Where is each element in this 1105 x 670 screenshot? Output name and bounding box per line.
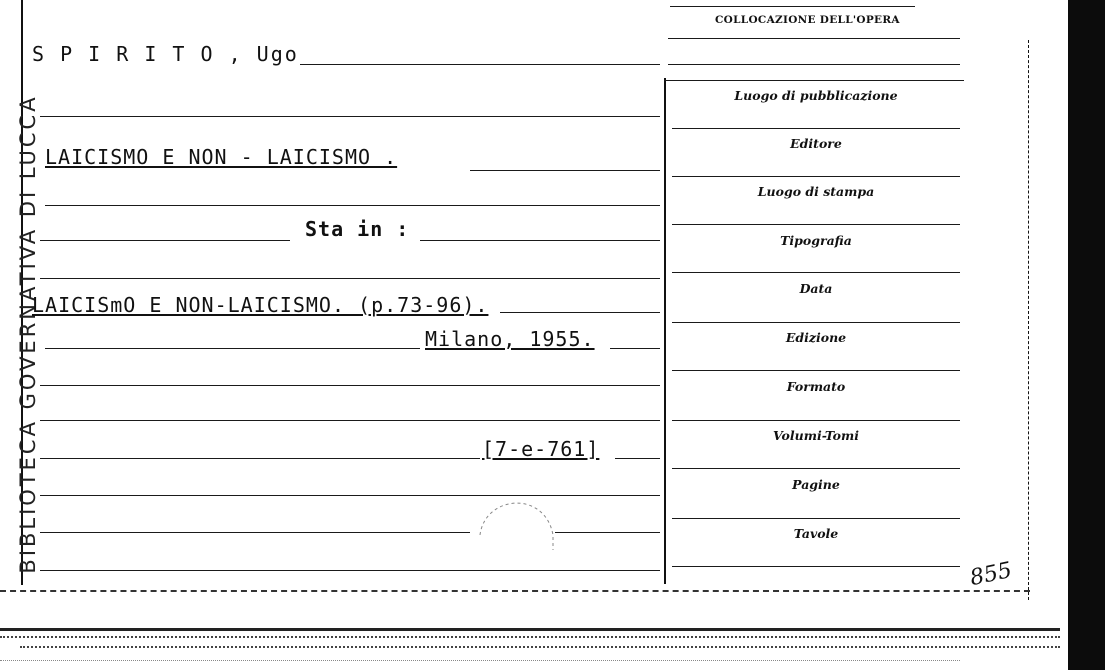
scan-right-edge	[1068, 0, 1105, 670]
title-line: LAICISMO E NON - LAICISMO .	[45, 145, 398, 169]
scan-noise	[20, 646, 1060, 648]
field-rule	[672, 224, 960, 225]
fields-box-left	[664, 78, 666, 584]
source-line: LAICISmO E NON-LAICISMO. (p.73-96).	[32, 293, 489, 317]
scan-noise	[0, 636, 1060, 638]
ruled-line	[40, 240, 290, 241]
ruled-line	[615, 458, 660, 459]
field-rule	[672, 420, 960, 421]
ruled-line	[45, 348, 420, 349]
field-volumi-tomi: Volumi-Tomi	[773, 428, 859, 443]
field-luogo-stampa: Luogo di stampa	[757, 184, 875, 199]
field-pagine: Pagine	[792, 477, 840, 492]
date-code: [7-e-761]	[482, 437, 600, 461]
ruled-line	[40, 420, 660, 421]
handwritten-number: 855	[967, 557, 1015, 592]
ruled-line	[45, 205, 660, 206]
field-rule	[672, 566, 960, 567]
punch-hole-mark	[465, 490, 575, 570]
field-data: Data	[799, 281, 833, 296]
field-rule	[672, 272, 960, 273]
ruled-line	[610, 348, 660, 349]
ruled-line	[40, 458, 480, 459]
field-editore: Editore	[790, 136, 842, 151]
field-tipografia: Tipografia	[780, 233, 852, 248]
fields-top-rule	[668, 38, 960, 39]
stain-label: Sta in :	[305, 217, 410, 241]
field-tavole: Tavole	[793, 526, 839, 541]
ruled-line	[40, 532, 470, 533]
place-year-line: Milano, 1955.	[425, 327, 595, 351]
field-luogo-pubblicazione: Luogo di pubblicazione	[734, 88, 898, 103]
fields-top-rule	[668, 64, 960, 65]
ruled-line	[40, 385, 660, 386]
scan-noise	[0, 628, 1060, 631]
ruled-line	[300, 64, 660, 65]
header-rule	[670, 6, 915, 7]
scan-noise	[0, 660, 960, 661]
ruled-line	[470, 170, 660, 171]
field-rule	[672, 322, 960, 323]
field-edizione: Edizione	[785, 330, 847, 345]
ruled-line	[420, 240, 660, 241]
field-rule	[672, 176, 960, 177]
collocazione-header: COLLOCAZIONE DELL'OPERA	[715, 14, 900, 26]
card-right-border	[1028, 40, 1029, 600]
field-rule	[672, 468, 960, 469]
field-rule	[672, 370, 960, 371]
author-line: S P I R I T O , Ugo	[32, 42, 299, 66]
field-rule	[672, 518, 960, 519]
field-formato: Formato	[786, 379, 846, 394]
card-bottom-border	[0, 590, 1030, 592]
ruled-line	[500, 312, 660, 313]
ruled-line	[40, 278, 660, 279]
fields-box-top	[664, 80, 964, 81]
ruled-line	[40, 116, 660, 117]
field-rule	[672, 128, 960, 129]
ruled-line	[40, 570, 660, 571]
library-side-text: BIBLIOTECA GOVERNATIVA DI LUCCA	[16, 94, 40, 574]
